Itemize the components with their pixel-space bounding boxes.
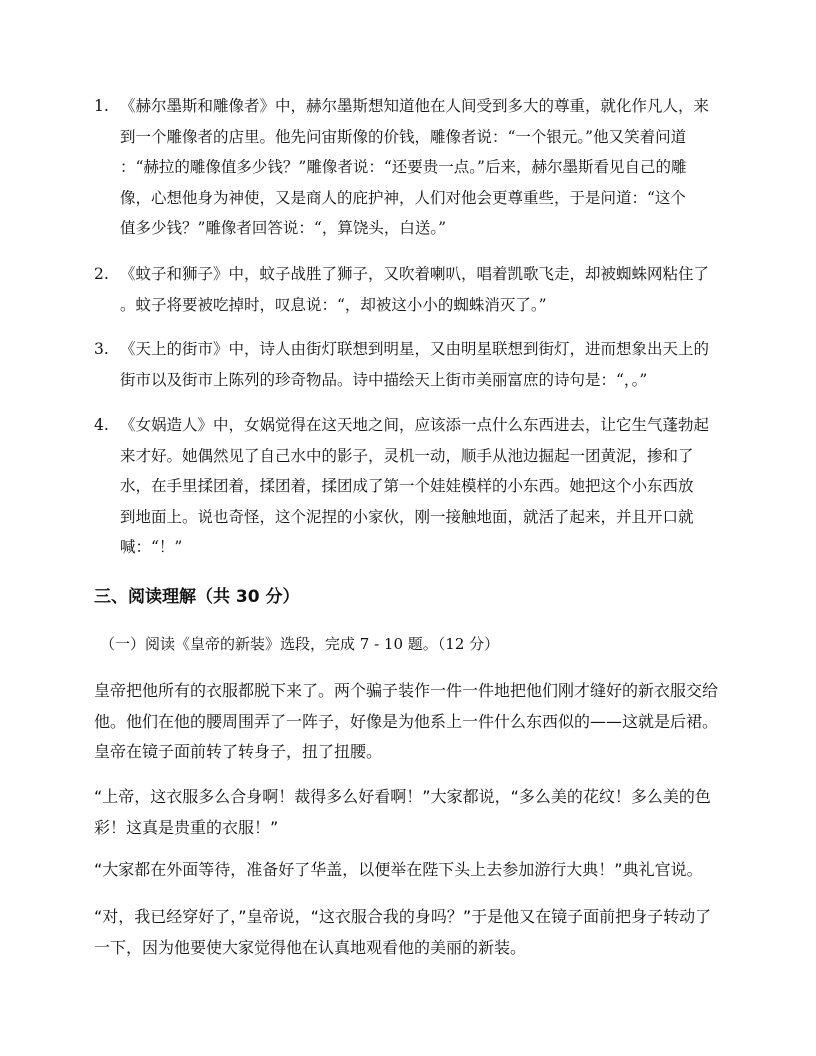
- passage-paragraph: “上帝，这衣服多么合身啊！裁得多么好看啊！”大家都说，“多么美的花纹！多么美的色 彩！这真是贵重的衣服！”: [94, 787, 711, 837]
- question-item-2: [94, 259, 722, 320]
- passage-paragraph: “对，我已经穿好了，”皇帝说，“这衣服合我的身吗？”于是他又在镜子面前把身子转动了 一下，因为他要使大家觉得他在认真地观看他的美丽的新装。: [94, 907, 712, 957]
- item-text: 《蚊子和狮子》中，蚊子战胜了狮子，又吹着喇叭，唱着凯歌飞走，却被蜘蛛网粘住了 。蚊子将要被吃掉时，叹息说：“，却被这小小的蜘蛛消灭了。”: [120, 265, 710, 314]
- item-number: 4.: [94, 416, 109, 434]
- item-text: 《女娲造人》中，女娲觉得在这天地之间，应该添一点什么东西进去，让它生气蓬勃起 来才好。她偶然见了自己水中的影子，灵机一动，顺手从池边掘起一团黄泥，掺和了 水，在手里揉团着，揉团着，揉团成了第一个娃娃模样的小东西。她把这个小东西放 到地面上。说也奇怪，这个泥捏的小家伙，刚一接触地面，就活了起来，并且开口就 喊：“！”: [120, 416, 710, 556]
- item-text: 《赫尔墨斯和雕像者》中，赫尔墨斯想知道他在人间受到多大的尊重，就化作凡人，来 到一个雕像者的店里。他先问宙斯像的价钱，雕像者说：“一个银元。”他又笑着问道 ：“赫拉的雕像值多少钱？”雕像者说：“还要贵一点。”后来，赫尔墨斯看见自己的雕 像，心想他身为神使，又是商人的庇护神，人们对他会更尊重些，于是问道：“这个 值多少钱？”雕像者回答说：“，算饶头，白送。”: [120, 97, 710, 237]
- passage-paragraph: “大家都在外面等待，准备好了华盖，以便举在陛下头上去参加游行大典！”典礼官说。: [94, 860, 703, 879]
- question-item-4: [94, 410, 722, 563]
- item-number: 2.: [94, 265, 109, 283]
- question-item-1: [94, 91, 722, 244]
- item-text: 《天上的街市》中，诗人由街灯联想到明星，又由明星联想到街灯，进而想象出天上的 街市以及街市上陈列的珍奇物品。诗中描绘天上街市美丽富庶的诗句是：“，。”: [120, 340, 710, 389]
- item-number: 3.: [94, 340, 109, 358]
- subsection-title: （一）阅读《皇帝的新装》选段，完成 7 - 10 题。（12 分）: [100, 635, 500, 653]
- item-number: 1.: [94, 97, 109, 115]
- passage-paragraph: 皇帝把他所有的衣服都脱下来了。两个骗子装作一件一件地把他们刚才缝好的新衣服交给 他。他们在他的腰周围弄了一阵子，好像是为他系上一件什么东西似的——这就是后裙。 皇帝在镜子面前转了转身子，扭了扭腰。: [94, 681, 719, 761]
- section-heading: 三、阅读理解（共 30 分）: [94, 587, 300, 607]
- question-item-3: [94, 334, 722, 395]
